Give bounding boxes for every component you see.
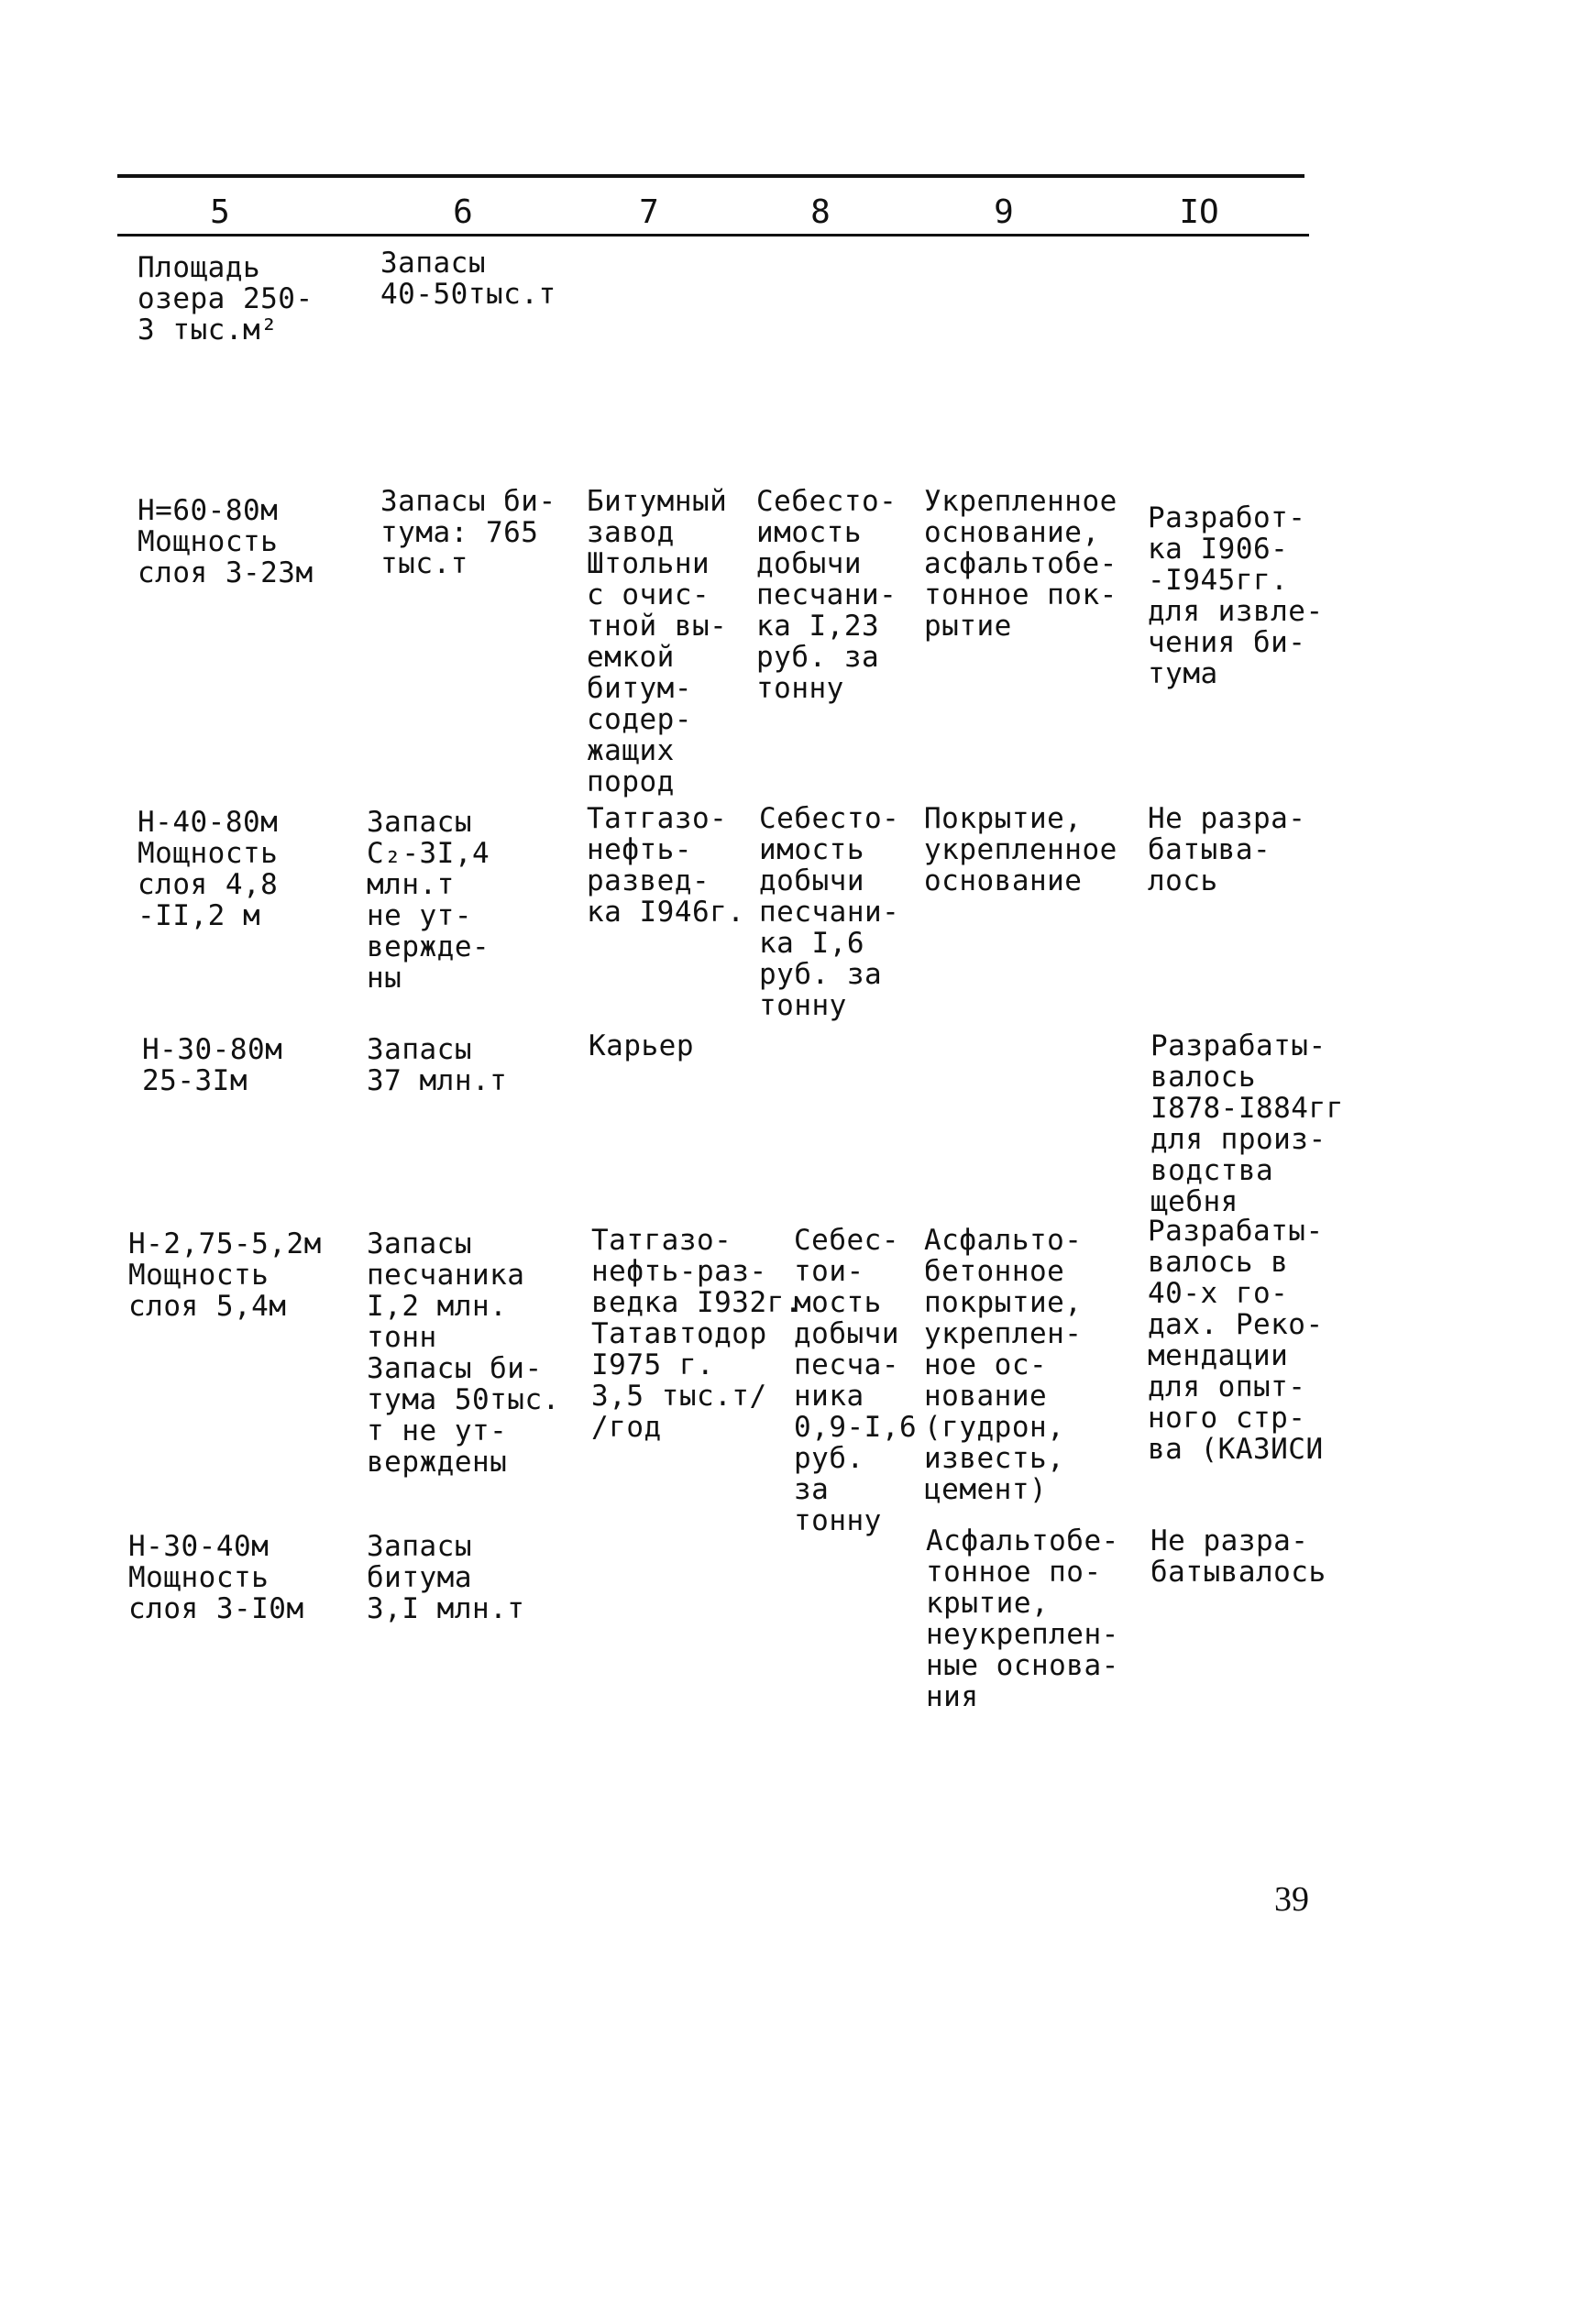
column-header-9: 9 (994, 193, 1014, 231)
row-2-col-8: Себесто- имость добычи песчани- ка I,23 руб. за тонну (756, 485, 897, 705)
row-3-col-5: Н-40-80м Мощность слоя 4,8 -II,2 м (138, 806, 279, 932)
row-5-col-9: Асфальто- бетонное покрытие, укреплен- ное ос- нование (гудрон, известь, цемент) (924, 1224, 1083, 1506)
column-header-8: 8 (810, 193, 831, 231)
row-6-col-10: Не разра- батывалось (1150, 1524, 1326, 1589)
row-6-col-6: Запасы битума 3,I млн.т (367, 1530, 525, 1625)
top-rule (117, 174, 1304, 178)
row-1-col-6: Запасы 40-50тыс.т (380, 247, 556, 311)
row-3-col-9: Покрытие, укрепленное основание (924, 802, 1117, 897)
column-header-7: 7 (639, 193, 659, 231)
row-5-col-5: Н-2,75-5,2м Мощность слоя 5,4м (128, 1227, 322, 1323)
page-number: 39 (1274, 1880, 1309, 1919)
row-6-col-9: Асфальтобе- тонное по- крытие, неукреплен- ные основа- ния (926, 1524, 1119, 1713)
row-5-col-8: Себес- тои- мость добычи песча- ника 0,9-I,6 руб. за тонну (794, 1224, 918, 1537)
row-4-col-10: Разрабаты- валось I878-I884гг для произ- водства щебня (1150, 1029, 1344, 1218)
row-4-col-6: Запасы 37 млн.т (367, 1033, 508, 1097)
row-2-col-7: Битумный завод Штольни с очис- тной вы- емкой битум- содер- жащих пород (587, 485, 728, 798)
column-header-6: 6 (453, 193, 473, 231)
row-1-col-5: Площадь озера 250- 3 тыс.м² (138, 251, 314, 347)
row-3-col-10: Не разра- батыва- лось (1148, 802, 1306, 897)
row-5-col-10: Разрабаты- валось в 40-х го- дах. Реко- мендации для опыт- ного стр- ва (КАЗИСИ (1148, 1215, 1324, 1466)
row-4-col-5: Н-30-80м 25-3Iм (142, 1033, 283, 1097)
row-2-col-5: Н=60-80м Мощность слоя 3-23м (138, 494, 314, 589)
row-2-col-6: Запасы би- тума: 765 тыс.т (380, 485, 556, 580)
header-bottom-rule (117, 234, 1309, 237)
column-header-5: 5 (210, 193, 230, 231)
row-3-col-6: Запасы С₂-3I,4 млн.т не ут- верждe- ны (367, 806, 490, 995)
row-3-col-8: Себесто- имость добычи песчани- ка I,6 руб. за тонну (759, 802, 900, 1022)
row-6-col-5: Н-30-40м Мощность слоя 3-I0м (128, 1530, 304, 1625)
row-2-col-10: Разработ- ка I906- -I945гг. для извле- чения би- тума (1148, 501, 1324, 690)
row-4-col-7: Карьер (589, 1029, 694, 1062)
column-header-10: IO (1179, 193, 1219, 231)
row-3-col-7: Татгазо- нефть- развед- ка I946г. (587, 802, 745, 929)
row-5-col-7: Татгазо- нефть-раз- ведка I932г. Татавтодор I975 г. 3,5 тыс.т/ /год (591, 1224, 802, 1444)
row-5-col-6: Запасы песчаника I,2 млн. тонн Запасы би- тума 50тыс. т не ут- верждены (367, 1227, 560, 1479)
row-2-col-9: Укрепленное основание, асфальтобе- тонное пок- рытие (924, 485, 1117, 643)
